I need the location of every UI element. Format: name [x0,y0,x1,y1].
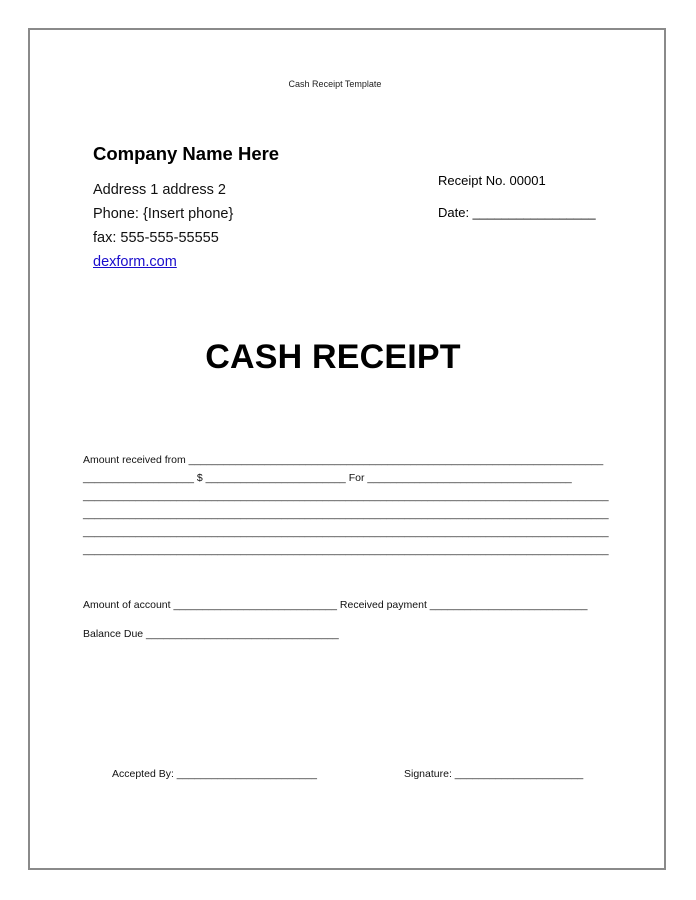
amount-for-field[interactable]: ___________________ $ ________________________ For ___________________________________ [83,472,572,484]
document-title: CASH RECEIPT [205,338,461,376]
company-phone: Phone: {Insert phone} [93,206,234,222]
company-website-link[interactable]: dexform.com [93,254,177,270]
amount-of-account-field[interactable]: Amount of account ____________________________ Received payment ___________________________ [83,599,588,611]
receipt-number: Receipt No. 00001 [438,173,546,188]
signature-field[interactable]: Signature: ______________________ [404,768,584,780]
receipt-date-field[interactable]: Date: _________________ [438,205,596,220]
header-title: Cash Receipt Template [288,79,382,89]
company-address: Address 1 address 2 [93,182,226,198]
blank-line[interactable]: __________________________________________________________________________________________ [83,508,609,520]
accepted-by-field[interactable]: Accepted By: ________________________ [112,768,317,780]
amount-received-from-field[interactable]: Amount received from _______________________________________________________________________ [83,454,604,466]
blank-line[interactable]: __________________________________________________________________________________________ [83,490,609,502]
document-page [28,28,666,870]
balance-due-field[interactable]: Balance Due _________________________________ [83,628,339,640]
blank-line[interactable]: __________________________________________________________________________________________ [83,526,609,538]
blank-line[interactable]: __________________________________________________________________________________________ [83,544,609,556]
company-name: Company Name Here [93,143,280,164]
company-fax: fax: 555-555-55555 [93,230,219,246]
